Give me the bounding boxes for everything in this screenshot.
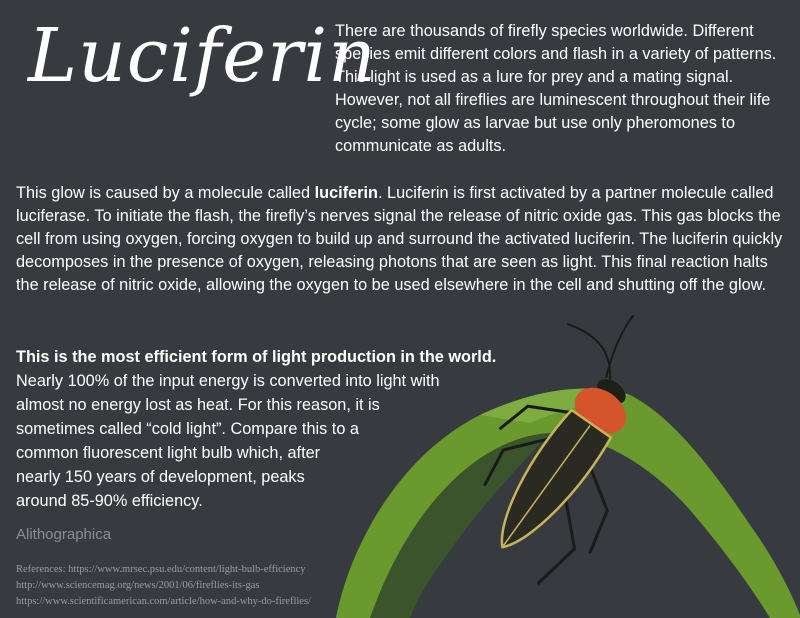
firefly-antenna	[595, 315, 665, 378]
efficiency-line: around 85-90% efficiency.	[16, 492, 203, 510]
efficiency-line: Nearly 100% of the input energy is converted into light with	[16, 372, 440, 390]
author-credit: Alithographica	[16, 526, 112, 543]
efficiency-line: common fluorescent light bulb which, after	[16, 444, 321, 462]
reference-link: References: https://www.mrsec.psu.edu/content/light-bulb-efficiency	[16, 564, 306, 575]
luciferin-term: luciferin	[314, 184, 378, 202]
reference-link: http://www.sciencemag.org/news/2001/06/fireflies-its-gas	[16, 580, 260, 591]
intro-paragraph: There are thousands of firefly species worldwide. Different species emit different colors and flash in a variety of patterns. This light is used as a lure for prey and a mating signal. However, not all fireflies are luminescent throughout their life cycle; some glow as larvae but use only pheromones to communicate as adults.	[335, 22, 777, 155]
references	[16, 562, 311, 610]
page-title: Luciferin	[28, 13, 377, 99]
efficiency-lead: This is the most efficient form of light production in the world.	[16, 348, 497, 366]
firefly-on-leaf-illustration	[330, 315, 800, 618]
paragraph-text-after: . Luciferin is first activated by a partner molecule called luciferase. To initiate the flash, the firefly’s nerves signal the release of nitric oxide gas. This gas blocks the cell from using oxygen, forcing oxygen to build up and surround the activated luciferin. The luciferin quickly decomposes in the presence of oxygen, releasing photons that are seen as light. This final reaction halts the release of nitric oxide, allowing the oxygen to be used elsewhere in the cell and shutting off the glow.	[16, 184, 783, 294]
luciferin-paragraph	[16, 182, 791, 297]
reference-link: https://www.scientificamerican.com/article/how-and-why-do-fireflies/	[16, 596, 311, 607]
efficiency-line: sometimes called “cold light”. Compare this to a	[16, 420, 359, 438]
firefly-antenna	[553, 321, 625, 383]
efficiency-line: nearly 150 years of development, peaks	[16, 468, 305, 486]
paragraph-text-before: This glow is caused by a molecule called	[16, 184, 315, 202]
efficiency-line: almost no energy lost as heat. For this reason, it is	[16, 396, 380, 414]
